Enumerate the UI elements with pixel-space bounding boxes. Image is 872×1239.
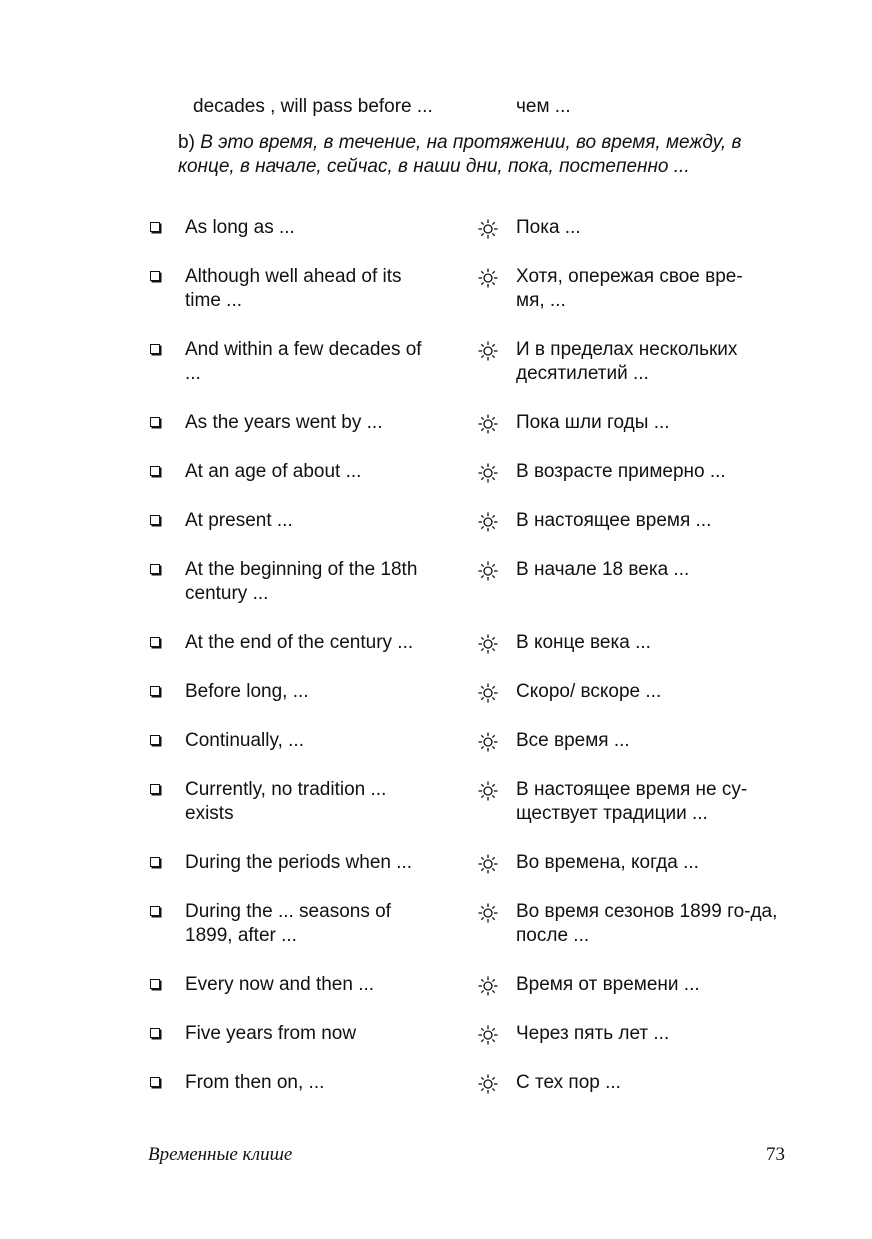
checkbox-icon xyxy=(150,735,160,745)
phrase-entry xyxy=(0,460,872,509)
top-line-ru: чем ... xyxy=(516,96,571,117)
top-continuation-line xyxy=(193,95,813,119)
phrase-entry xyxy=(0,631,872,680)
phrase-ru: И в пределах нескольких десятилетий ... xyxy=(516,339,738,384)
running-footer-title: Временные клише xyxy=(148,1144,293,1165)
phrase-en: As long as ... xyxy=(185,217,295,238)
phrase-en: At the beginning of the 18th century ... xyxy=(185,559,418,604)
sun-icon xyxy=(478,512,498,532)
phrase-ru: Пока шли годы ... xyxy=(516,412,670,433)
page-number: 73 xyxy=(766,1144,785,1165)
phrase-ru: В начале 18 века ... xyxy=(516,559,690,580)
phrase-entry xyxy=(0,851,872,900)
sun-icon xyxy=(478,414,498,434)
checkbox-icon xyxy=(150,979,160,989)
checkbox-icon xyxy=(150,222,160,232)
phrase-ru: В настоящее время ... xyxy=(516,510,712,531)
phrase-entry xyxy=(0,680,872,729)
phrase-ru: В возрасте примерно ... xyxy=(516,461,726,482)
top-line-en: decades , will pass before ... xyxy=(193,96,433,117)
phrase-ru: Во времена, когда ... xyxy=(516,852,699,873)
phrase-entry xyxy=(0,778,872,851)
phrase-ru: Во время сезонов 1899 го-да, после ... xyxy=(516,901,778,946)
checkbox-icon xyxy=(150,417,160,427)
phrase-en: At the end of the century ... xyxy=(185,632,414,653)
phrase-en: As the years went by ... xyxy=(185,412,383,433)
subheading xyxy=(178,131,798,179)
sun-icon xyxy=(478,781,498,801)
checkbox-icon xyxy=(150,637,160,647)
checkbox-icon xyxy=(150,564,160,574)
phrase-en: From then on, ... xyxy=(185,1072,325,1093)
phrase-entry xyxy=(0,411,872,460)
phrase-ru: С тех пор ... xyxy=(516,1072,621,1093)
phrase-en: At present ... xyxy=(185,510,293,531)
sun-icon xyxy=(478,903,498,923)
sun-icon xyxy=(478,976,498,996)
phrase-en: And within a few decades of ... xyxy=(185,339,422,384)
sun-icon xyxy=(478,634,498,654)
sun-icon xyxy=(478,561,498,581)
sun-icon xyxy=(478,1025,498,1045)
subheading-letter: b) xyxy=(178,132,201,153)
phrase-entry xyxy=(0,1071,872,1120)
phrase-entry xyxy=(0,216,872,265)
phrase-ru: Скоро/ вскоре ... xyxy=(516,681,662,702)
sun-icon xyxy=(478,463,498,483)
phrase-en: Every now and then ... xyxy=(185,974,375,995)
phrase-ru: Хотя, опережая свое вре-мя, ... xyxy=(516,266,743,311)
checkbox-icon xyxy=(150,515,160,525)
phrase-ru: Пока ... xyxy=(516,217,581,238)
checkbox-icon xyxy=(150,906,160,916)
phrase-en: Before long, ... xyxy=(185,681,309,702)
sun-icon xyxy=(478,268,498,288)
checkbox-icon xyxy=(150,857,160,867)
phrase-ru: Все время ... xyxy=(516,730,630,751)
checkbox-icon xyxy=(150,1028,160,1038)
phrase-entry xyxy=(0,1022,872,1071)
phrase-en: Currently, no tradition ... exists xyxy=(185,779,387,824)
phrase-ru: В конце века ... xyxy=(516,632,651,653)
phrase-entry xyxy=(0,265,872,338)
checkbox-icon xyxy=(150,271,160,281)
sun-icon xyxy=(478,683,498,703)
phrase-en: Although well ahead of its time ... xyxy=(185,266,402,311)
phrase-en: Five years from now xyxy=(185,1023,357,1044)
phrase-entry xyxy=(0,509,872,558)
phrase-ru: Через пять лет ... xyxy=(516,1023,670,1044)
checkbox-icon xyxy=(150,466,160,476)
phrase-ru: В настоящее время не су-ществует традиции ... xyxy=(516,779,748,824)
sun-icon xyxy=(478,219,498,239)
phrase-en: At an age of about ... xyxy=(185,461,362,482)
checkbox-icon xyxy=(150,1077,160,1087)
phrase-entry xyxy=(0,338,872,411)
phrase-entry xyxy=(0,973,872,1022)
phrase-entry xyxy=(0,729,872,778)
checkbox-icon xyxy=(150,784,160,794)
checkbox-icon xyxy=(150,344,160,354)
sun-icon xyxy=(478,341,498,361)
phrase-entry xyxy=(0,900,872,973)
phrase-entry xyxy=(0,558,872,631)
sun-icon xyxy=(478,732,498,752)
checkbox-icon xyxy=(150,686,160,696)
subheading-text: В это время, в течение, на протяжении, во время, между, в конце, в начале, сейчас, в наши дни, пока, постепенно ... xyxy=(178,132,742,177)
page-footer xyxy=(148,1143,785,1167)
sun-icon xyxy=(478,1074,498,1094)
phrase-list xyxy=(0,216,872,1120)
phrase-en: During the periods when ... xyxy=(185,852,413,873)
phrase-en: During the ... seasons of 1899, after ... xyxy=(185,901,391,946)
phrase-en: Continually, ... xyxy=(185,730,304,751)
sun-icon xyxy=(478,854,498,874)
phrase-ru: Время от времени ... xyxy=(516,974,700,995)
